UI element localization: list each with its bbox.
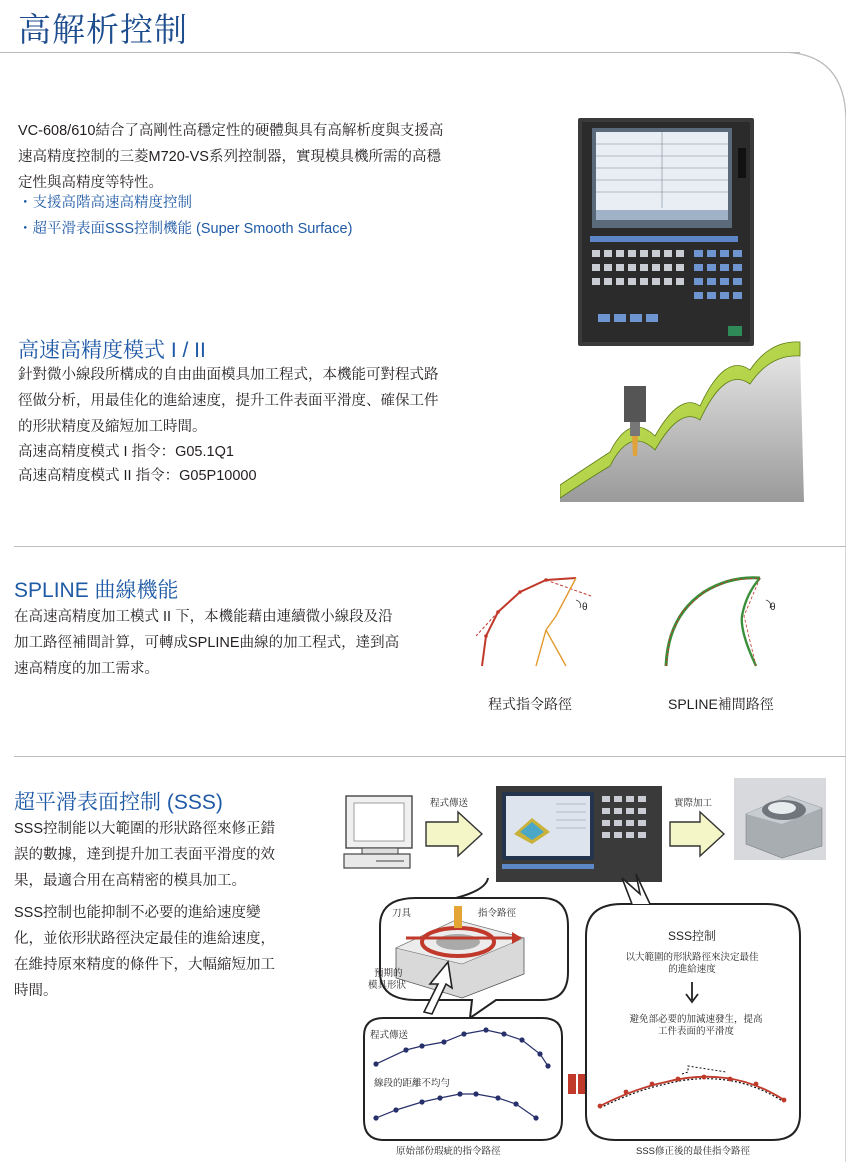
label-program-send: 程式傳送: [430, 798, 469, 809]
high-speed-commands: [18, 440, 257, 488]
caption-program-path: 程式指令路徑: [488, 696, 572, 712]
controller-icon: [496, 786, 662, 882]
hs-line: 針對微小線段所構成的自由曲面模具加工程式，本機能可對程式路: [18, 367, 439, 383]
cnc-controller-image: [578, 118, 754, 346]
caption-sss-path: SSS修正後的最佳指令路徑: [636, 1146, 751, 1157]
bullet-item: ・超平滑表面SSS控制機能 (Super Smooth Surface): [18, 221, 353, 237]
label-actual-machining: 實際加工: [674, 798, 713, 809]
sss-desc-1: 的進給速度: [668, 964, 716, 975]
sss-desc-1: 以大範圍的形狀路徑來決定最佳: [625, 952, 759, 963]
program-path-diagram: [476, 566, 616, 688]
arrow-right-icon: [670, 812, 724, 856]
caption-original-path: 原始部份瑕疵的指令路徑: [396, 1146, 501, 1157]
page-title: 高解析控制: [18, 11, 188, 48]
hs-line: 的形狀精度及縮短加工時間。: [18, 419, 207, 435]
hs-line: 徑做分析，用最佳化的進給速度，提升工件表面平滑度、確保工件: [18, 393, 439, 409]
sss-line: 化，並依形狀路徑決定最佳的進給速度，: [14, 931, 275, 947]
intro-bullets: [18, 190, 508, 242]
sss-desc-2: 避免部必要的加減速發生，提高: [629, 1014, 763, 1025]
theta-label-left: θ: [582, 602, 588, 613]
section-heading-high-speed: 高速高精度模式 I / II: [18, 339, 206, 362]
theta-label-right: θ: [770, 602, 776, 613]
computer-icon: [344, 796, 412, 868]
section-divider: [14, 546, 846, 547]
section-divider: [14, 756, 846, 757]
spline-line: 速高精度的加工需求。: [14, 661, 159, 677]
intro-line: 速高精度控制的三菱M720-VS系列控制器，實現模具機所需的高穩: [18, 149, 441, 165]
label-command-path: 指令路徑: [478, 908, 517, 919]
sss-text: [14, 816, 334, 1004]
sss-line: 誤的數據，達到提升加工表面平滑度的效: [14, 847, 275, 863]
label-expected-shape: 預期的: [374, 968, 403, 979]
intro-text: [18, 118, 508, 196]
label-program-send-2: 程式傳送: [370, 1030, 409, 1041]
sss-desc-2: 工件表面的平滑度: [657, 1026, 735, 1037]
caption-spline-path: SPLINE補間路徑: [668, 696, 774, 712]
label-uneven-distance: 線段的距離不均勻: [374, 1078, 451, 1089]
arrow-right-icon: [426, 812, 482, 856]
command-line: 高速高精度模式 II 指令：G05P10000: [18, 468, 257, 484]
section-heading-spline: SPLINE 曲線機能: [14, 579, 179, 602]
high-speed-text: [18, 362, 508, 440]
spline-line: 在高速高精度加工模式 II 下，本機能藉由連續微小線段及沿: [14, 609, 393, 625]
machined-part-photo: [734, 778, 826, 860]
spline-text: [14, 604, 454, 682]
label-expected-shape: 模具形狀: [368, 980, 407, 991]
sss-line: SSS控制也能抑制不必要的進給速度變: [14, 905, 261, 921]
sss-box-title: SSS控制: [667, 929, 717, 943]
sss-line: 在維持原來精度的條件下，大幅縮短加工: [14, 957, 275, 973]
section-heading-sss: 超平滑表面控制 (SSS): [14, 791, 223, 814]
sss-line: SSS控制能以大範圍的形狀路徑來修正錯: [14, 821, 276, 837]
intro-line: VC-608/610結合了高剛性高穩定性的硬體與具有高解析度與支援高: [18, 123, 444, 139]
sss-line: 果，最適合用在高精密的模具加工。: [14, 873, 246, 889]
sss-line: 時間。: [14, 983, 58, 999]
command-line: 高速高精度模式 I 指令：G05.1Q1: [18, 444, 234, 460]
spline-line: 加工路徑補間計算，可轉成SPLINE曲線的加工程式，達到高: [14, 635, 400, 651]
label-tool: 刀具: [392, 908, 412, 919]
bullet-item: ・支援高階高速高精度控制: [18, 195, 192, 211]
mold-machining-illustration: [560, 340, 804, 502]
intro-line: 定性與高精度等特性。: [18, 175, 163, 191]
sss-diagram: [336, 774, 830, 1160]
spline-path-diagram: [660, 566, 800, 688]
